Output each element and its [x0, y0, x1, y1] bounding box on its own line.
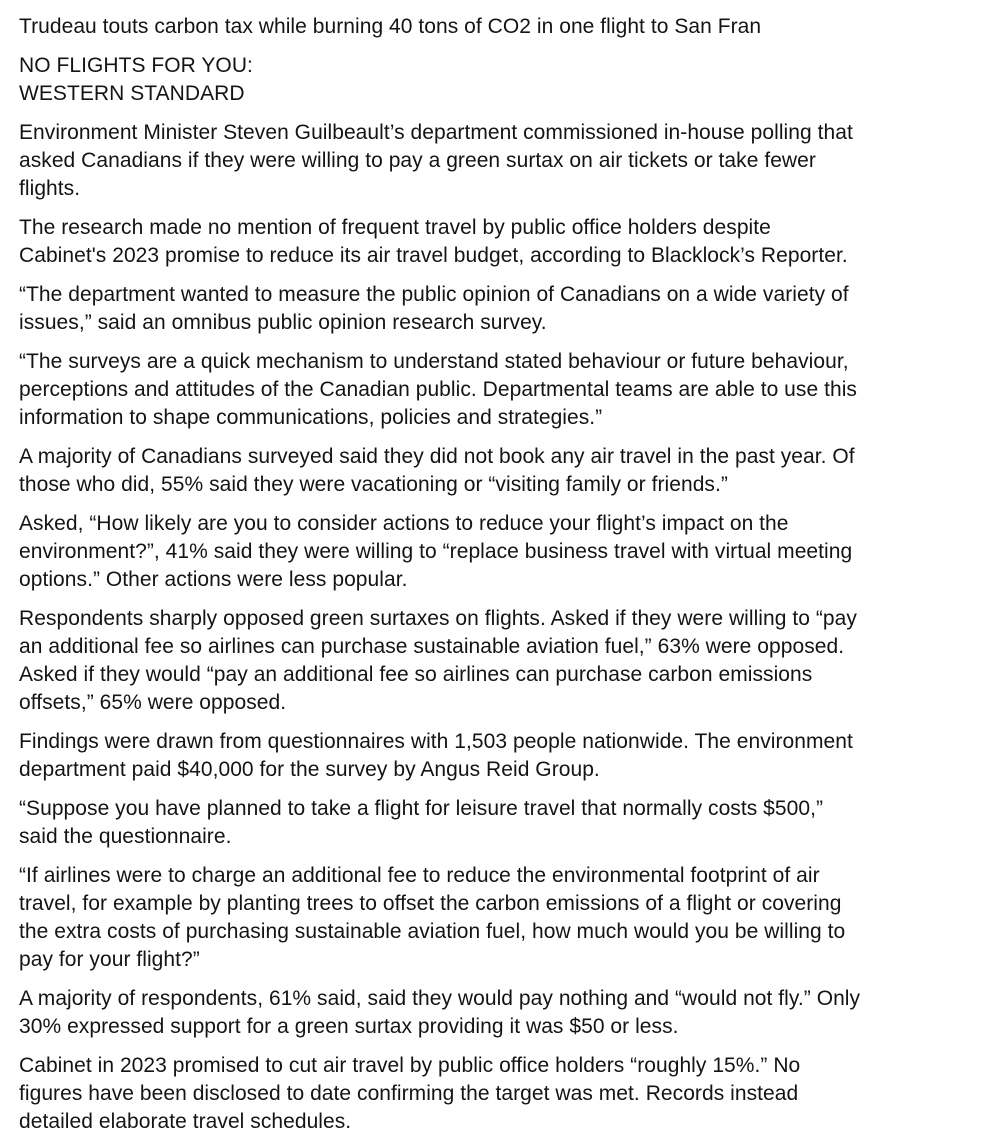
text-line: A majority of respondents, 61% said, said they would pay nothing and “would not fly.” Only [19, 987, 861, 1010]
text-line: Asked if they would “pay an additional fee so airlines can purchase carbon emissions [19, 663, 813, 686]
source-credit [19, 52, 986, 108]
text-line: information to shape communications, policies and strategies.” [19, 406, 603, 429]
article-paragraph [19, 795, 986, 851]
article-paragraph [19, 348, 986, 432]
text-line: an additional fee so airlines can purchase sustainable aviation fuel,” 63% were opposed. [19, 635, 845, 658]
text-line: 30% expressed support for a green surtax providing it was $50 or less. [19, 1015, 679, 1038]
article-paragraph [19, 281, 986, 337]
text-line: pay for your flight?” [19, 948, 200, 971]
article-paragraph [19, 728, 986, 784]
text-line: said the questionnaire. [19, 825, 232, 848]
text-line: figures have been disclosed to date confirming the target was met. Records instead [19, 1082, 799, 1105]
text-line: WESTERN STANDARD [19, 82, 245, 105]
article-paragraph [19, 1052, 986, 1136]
text-line: “The surveys are a quick mechanism to understand stated behaviour or future behaviour, [19, 350, 849, 373]
text-line: flights. [19, 177, 81, 200]
text-line: department paid $40,000 for the survey by Angus Reid Group. [19, 758, 600, 781]
article-paragraph [19, 214, 986, 270]
text-line: issues,” said an omnibus public opinion research survey. [19, 311, 547, 334]
article-paragraph [19, 605, 986, 717]
text-line: “Suppose you have planned to take a flight for leisure travel that normally costs $500,” [19, 797, 824, 820]
article-paragraph [19, 119, 986, 203]
text-line: Cabinet in 2023 promised to cut air travel by public office holders “roughly 15%.” No [19, 1054, 801, 1077]
article-paragraph [19, 443, 986, 499]
text-line: Asked, “How likely are you to consider actions to reduce your flight’s impact on the [19, 512, 789, 535]
text-line: detailed elaborate travel schedules. [19, 1110, 352, 1133]
text-line: perceptions and attitudes of the Canadian public. Departmental teams are able to use this [19, 378, 857, 401]
text-line: the extra costs of purchasing sustainable aviation fuel, how much would you be willing to [19, 920, 846, 943]
text-line: “If airlines were to charge an additional fee to reduce the environmental footprint of air [19, 864, 820, 887]
article-headline [19, 13, 986, 41]
text-line: Cabinet's 2023 promise to reduce its air travel budget, according to Blacklock’s Reporter. [19, 244, 848, 267]
text-line: asked Canadians if they were willing to pay a green surtax on air tickets or take fewer [19, 149, 816, 172]
text-line: The research made no mention of frequent travel by public office holders despite [19, 216, 771, 239]
text-line: “The department wanted to measure the public opinion of Canadians on a wide variety of [19, 283, 849, 306]
text-line: Trudeau touts carbon tax while burning 40 tons of CO2 in one flight to San Fran [19, 15, 762, 38]
text-line: offsets,” 65% were opposed. [19, 691, 287, 714]
text-line: Findings were drawn from questionnaires with 1,503 people nationwide. The environment [19, 730, 853, 753]
text-line: Environment Minister Steven Guilbeault’s department commissioned in-house polling that [19, 121, 853, 144]
text-line: A majority of Canadians surveyed said they did not book any air travel in the past year. Of [19, 445, 855, 468]
text-line: those who did, 55% said they were vacationing or “visiting family or friends.” [19, 473, 728, 496]
text-line: Respondents sharply opposed green surtaxes on flights. Asked if they were willing to “pay [19, 607, 857, 630]
article-paragraph [19, 510, 986, 594]
article-paragraph [19, 862, 986, 974]
article-paragraph [19, 985, 986, 1041]
text-line: travel, for example by planting trees to offset the carbon emissions of a flight or covering [19, 892, 842, 915]
text-line: options.” Other actions were less popular. [19, 568, 408, 591]
text-line: NO FLIGHTS FOR YOU: [19, 54, 253, 77]
text-line: environment?”, 41% said they were willing to “replace business travel with virtual meeting [19, 540, 853, 563]
